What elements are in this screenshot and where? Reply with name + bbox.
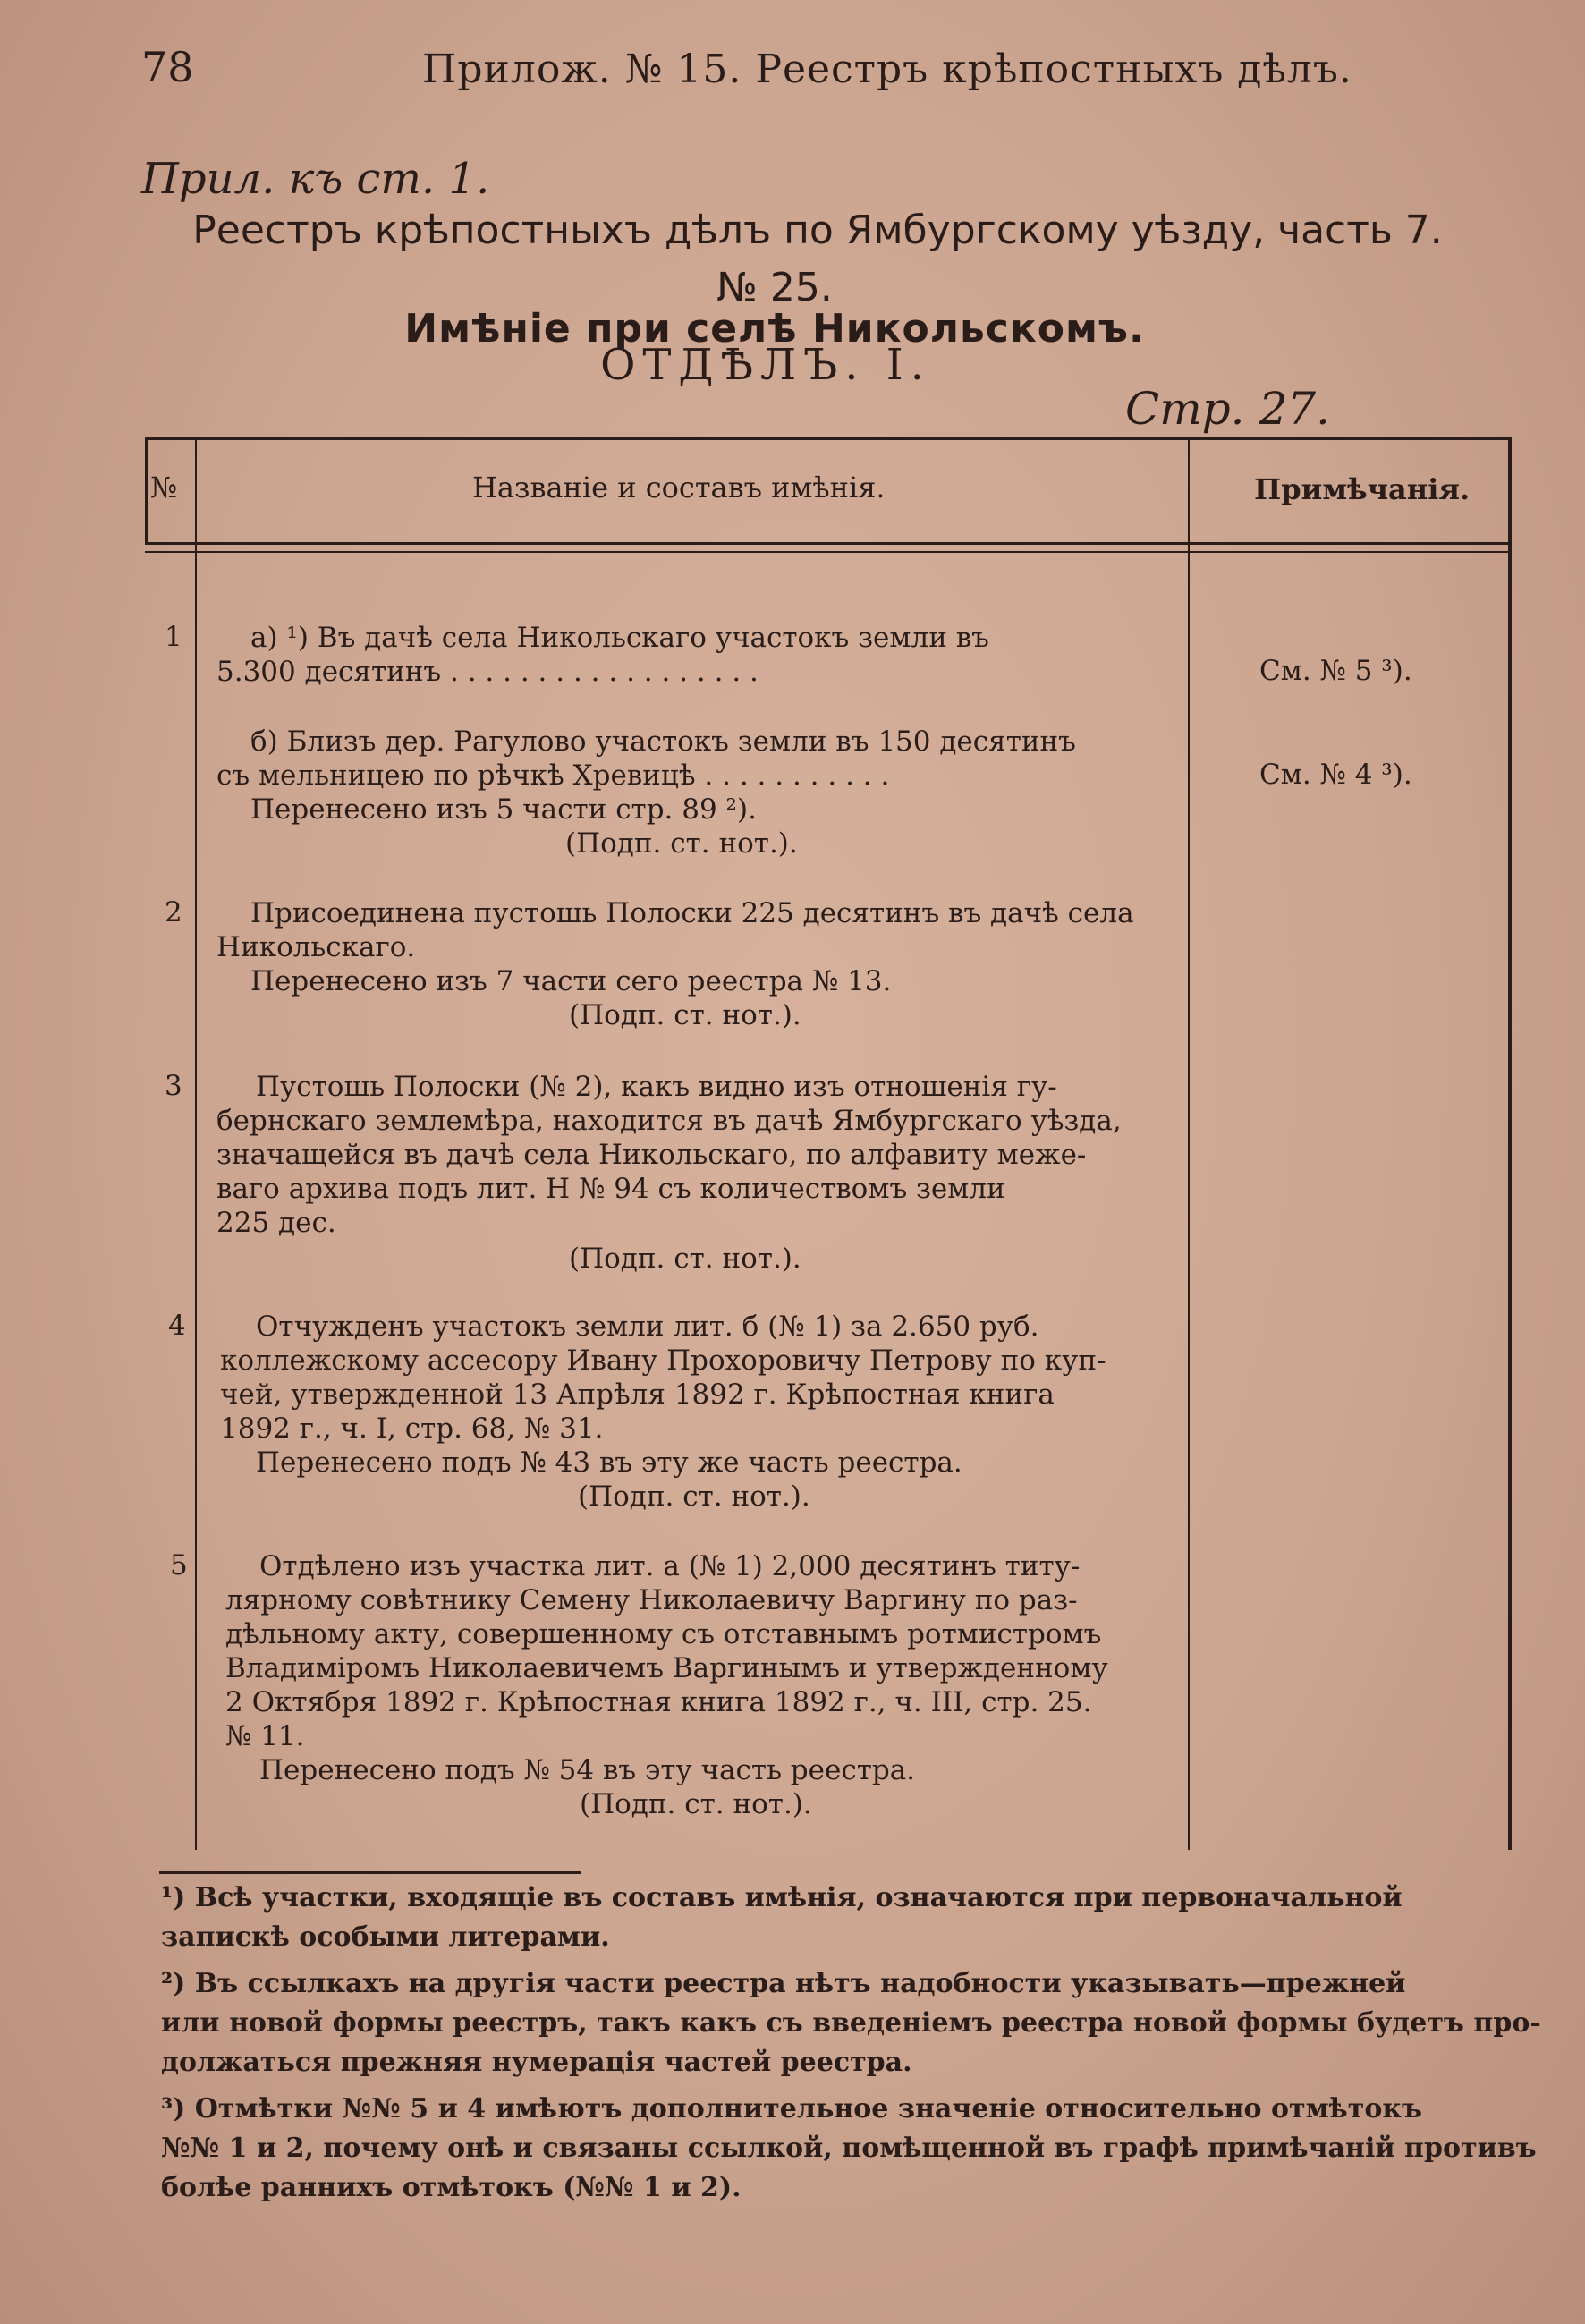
row-text-line: б) Близъ дер. Рагулово участокъ земли въ 150 десятинъ — [250, 725, 1076, 758]
row-text-line: Отдѣлено изъ участка лит. а (№ 1) 2,000 десятинъ титу- — [259, 1550, 1081, 1582]
running-title: Прилож. № 15. Реестръ крѣпостныхъ дѣлъ. — [422, 47, 1352, 92]
note-cell: См. № 4 ³). — [1259, 759, 1412, 791]
register-number: № 25. — [716, 265, 833, 310]
register-title: Реестръ крѣпостныхъ дѣлъ по Ямбургскому уѣзду, часть 7. — [192, 208, 1443, 253]
row-number: 1 — [165, 621, 182, 653]
row-text-line: Перенесено подъ № 54 въ эту часть реестра. — [259, 1754, 916, 1786]
row-text-line: съ мельницею по рѣчкѣ Хревицѣ . . . . . . . . . . . — [216, 759, 890, 792]
section-title: ОТДѢЛЪ. I. — [600, 340, 931, 390]
row-text-line: лярному совѣтнику Семену Николаевичу Варгину по раз- — [225, 1584, 1078, 1616]
row-number: 4 — [168, 1310, 186, 1342]
row-text-line: Никольскаго. — [216, 931, 416, 963]
row-text-line: Отчужденъ участокъ земли лит. б (№ 1) за 2.650 руб. — [256, 1310, 1039, 1343]
row-text-line: № 11. — [225, 1720, 305, 1752]
row-text-line: (Подп. ст. нот.). — [578, 1480, 810, 1513]
row-text-line: а) ¹) Въ дачѣ села Никольскаго участокъ земли въ — [250, 622, 989, 654]
row-text-line: (Подп. ст. нот.). — [565, 827, 798, 860]
table-right-border — [1508, 437, 1512, 1850]
row-text-line: Присоединена пустошь Полоски 225 десятинъ въ дачѣ села — [250, 897, 1134, 929]
note-cell: См. № 5 ³). — [1259, 655, 1412, 687]
footnote-divider — [159, 1871, 581, 1874]
footnote-1: ¹) Всѣ участки, входящіе въ составъ имѣнія, означаются при первоначальной запискѣ особыми литерами. — [161, 1882, 1403, 1953]
row-number: 5 — [170, 1549, 188, 1582]
row-text-line: 2 Октября 1892 г. Крѣпостная книга 1892 г., ч. III, стр. 25. — [225, 1686, 1092, 1718]
column-divider-notes — [1188, 437, 1190, 1850]
column-header-number: № — [150, 471, 178, 505]
table-left-border — [145, 437, 148, 544]
footnote-3: ³) Отмѣтки №№ 5 и 4 имѣютъ дополнительное значеніе относительно отмѣтокъ №№ 1 и 2, почему онѣ и связаны ссылкой, помѣщенной въ графѣ примѣчаній противъ болѣе раннихъ отмѣтокъ (№№ 1 и 2). — [161, 2093, 1537, 2203]
table-header-border-2 — [145, 551, 1512, 553]
row-text-line: 225 дес. — [216, 1207, 336, 1239]
article-reference: Прил. къ ст. 1. — [141, 154, 490, 204]
row-text-line: (Подп. ст. нот.). — [580, 1788, 812, 1820]
row-text-line: чей, утвержденной 13 Апрѣля 1892 г. Крѣпостная книга — [220, 1378, 1055, 1411]
row-number: 2 — [165, 896, 182, 929]
row-text-line: Пустошь Полоски (№ 2), какъ видно изъ отношенія гу- — [256, 1071, 1057, 1103]
page-number: 78 — [141, 43, 194, 91]
row-text-line: Перенесено изъ 7 части сего реестра № 13. — [250, 965, 892, 997]
register-table — [145, 437, 1512, 1850]
footnote-2: ²) Въ ссылкахъ на другія части реестра нѣтъ надобности указывать—прежней или новой формы реестръ, такъ какъ съ введеніемъ реестра новой формы будетъ про- должаться прежняя нумерація частей реестра. — [161, 1968, 1541, 2078]
row-text-line: (Подп. ст. нот.). — [569, 1243, 801, 1275]
row-text-line: Перенесено подъ № 43 въ эту же часть реестра. — [256, 1446, 962, 1479]
row-text-line: бернскаго землемѣра, находится въ дачѣ Ямбургскаго уѣзда, — [216, 1105, 1122, 1137]
column-divider-num — [195, 437, 197, 1850]
row-text-line: значащейся въ дачѣ села Никольскаго, по алфавиту меже- — [216, 1139, 1087, 1171]
row-text-line: (Подп. ст. нот.). — [569, 999, 801, 1031]
table-header-border — [145, 542, 1512, 545]
estate-title: Имѣніе при селѣ Никольскомъ. — [404, 306, 1145, 352]
column-header-notes: Примѣчанія. — [1254, 472, 1471, 506]
row-text-line: дѣльному акту, совершенному съ отставнымъ ротмистромъ — [225, 1618, 1102, 1650]
column-header-description: Названіе и составъ имѣнія. — [472, 471, 886, 505]
row-text-line: 5.300 десятинъ . . . . . . . . . . . . . . . . . . — [216, 656, 759, 688]
row-text-line: ваго архива подъ лит. Н № 94 съ количествомъ земли — [216, 1173, 1005, 1205]
row-text-line: 1892 г., ч. I, стр. 68, № 31. — [220, 1412, 604, 1445]
row-text-line: Перенесено изъ 5 части стр. 89 ²). — [250, 793, 757, 826]
row-text-line: коллежскому ассесору Ивану Прохоровичу Петрову по куп- — [220, 1344, 1106, 1377]
table-top-border — [145, 437, 1512, 440]
row-text-line: Владиміромъ Николаевичемъ Варгинымъ и утвержденному — [225, 1652, 1108, 1684]
page-reference: Стр. 27. — [1125, 383, 1330, 435]
row-number: 3 — [165, 1070, 182, 1102]
